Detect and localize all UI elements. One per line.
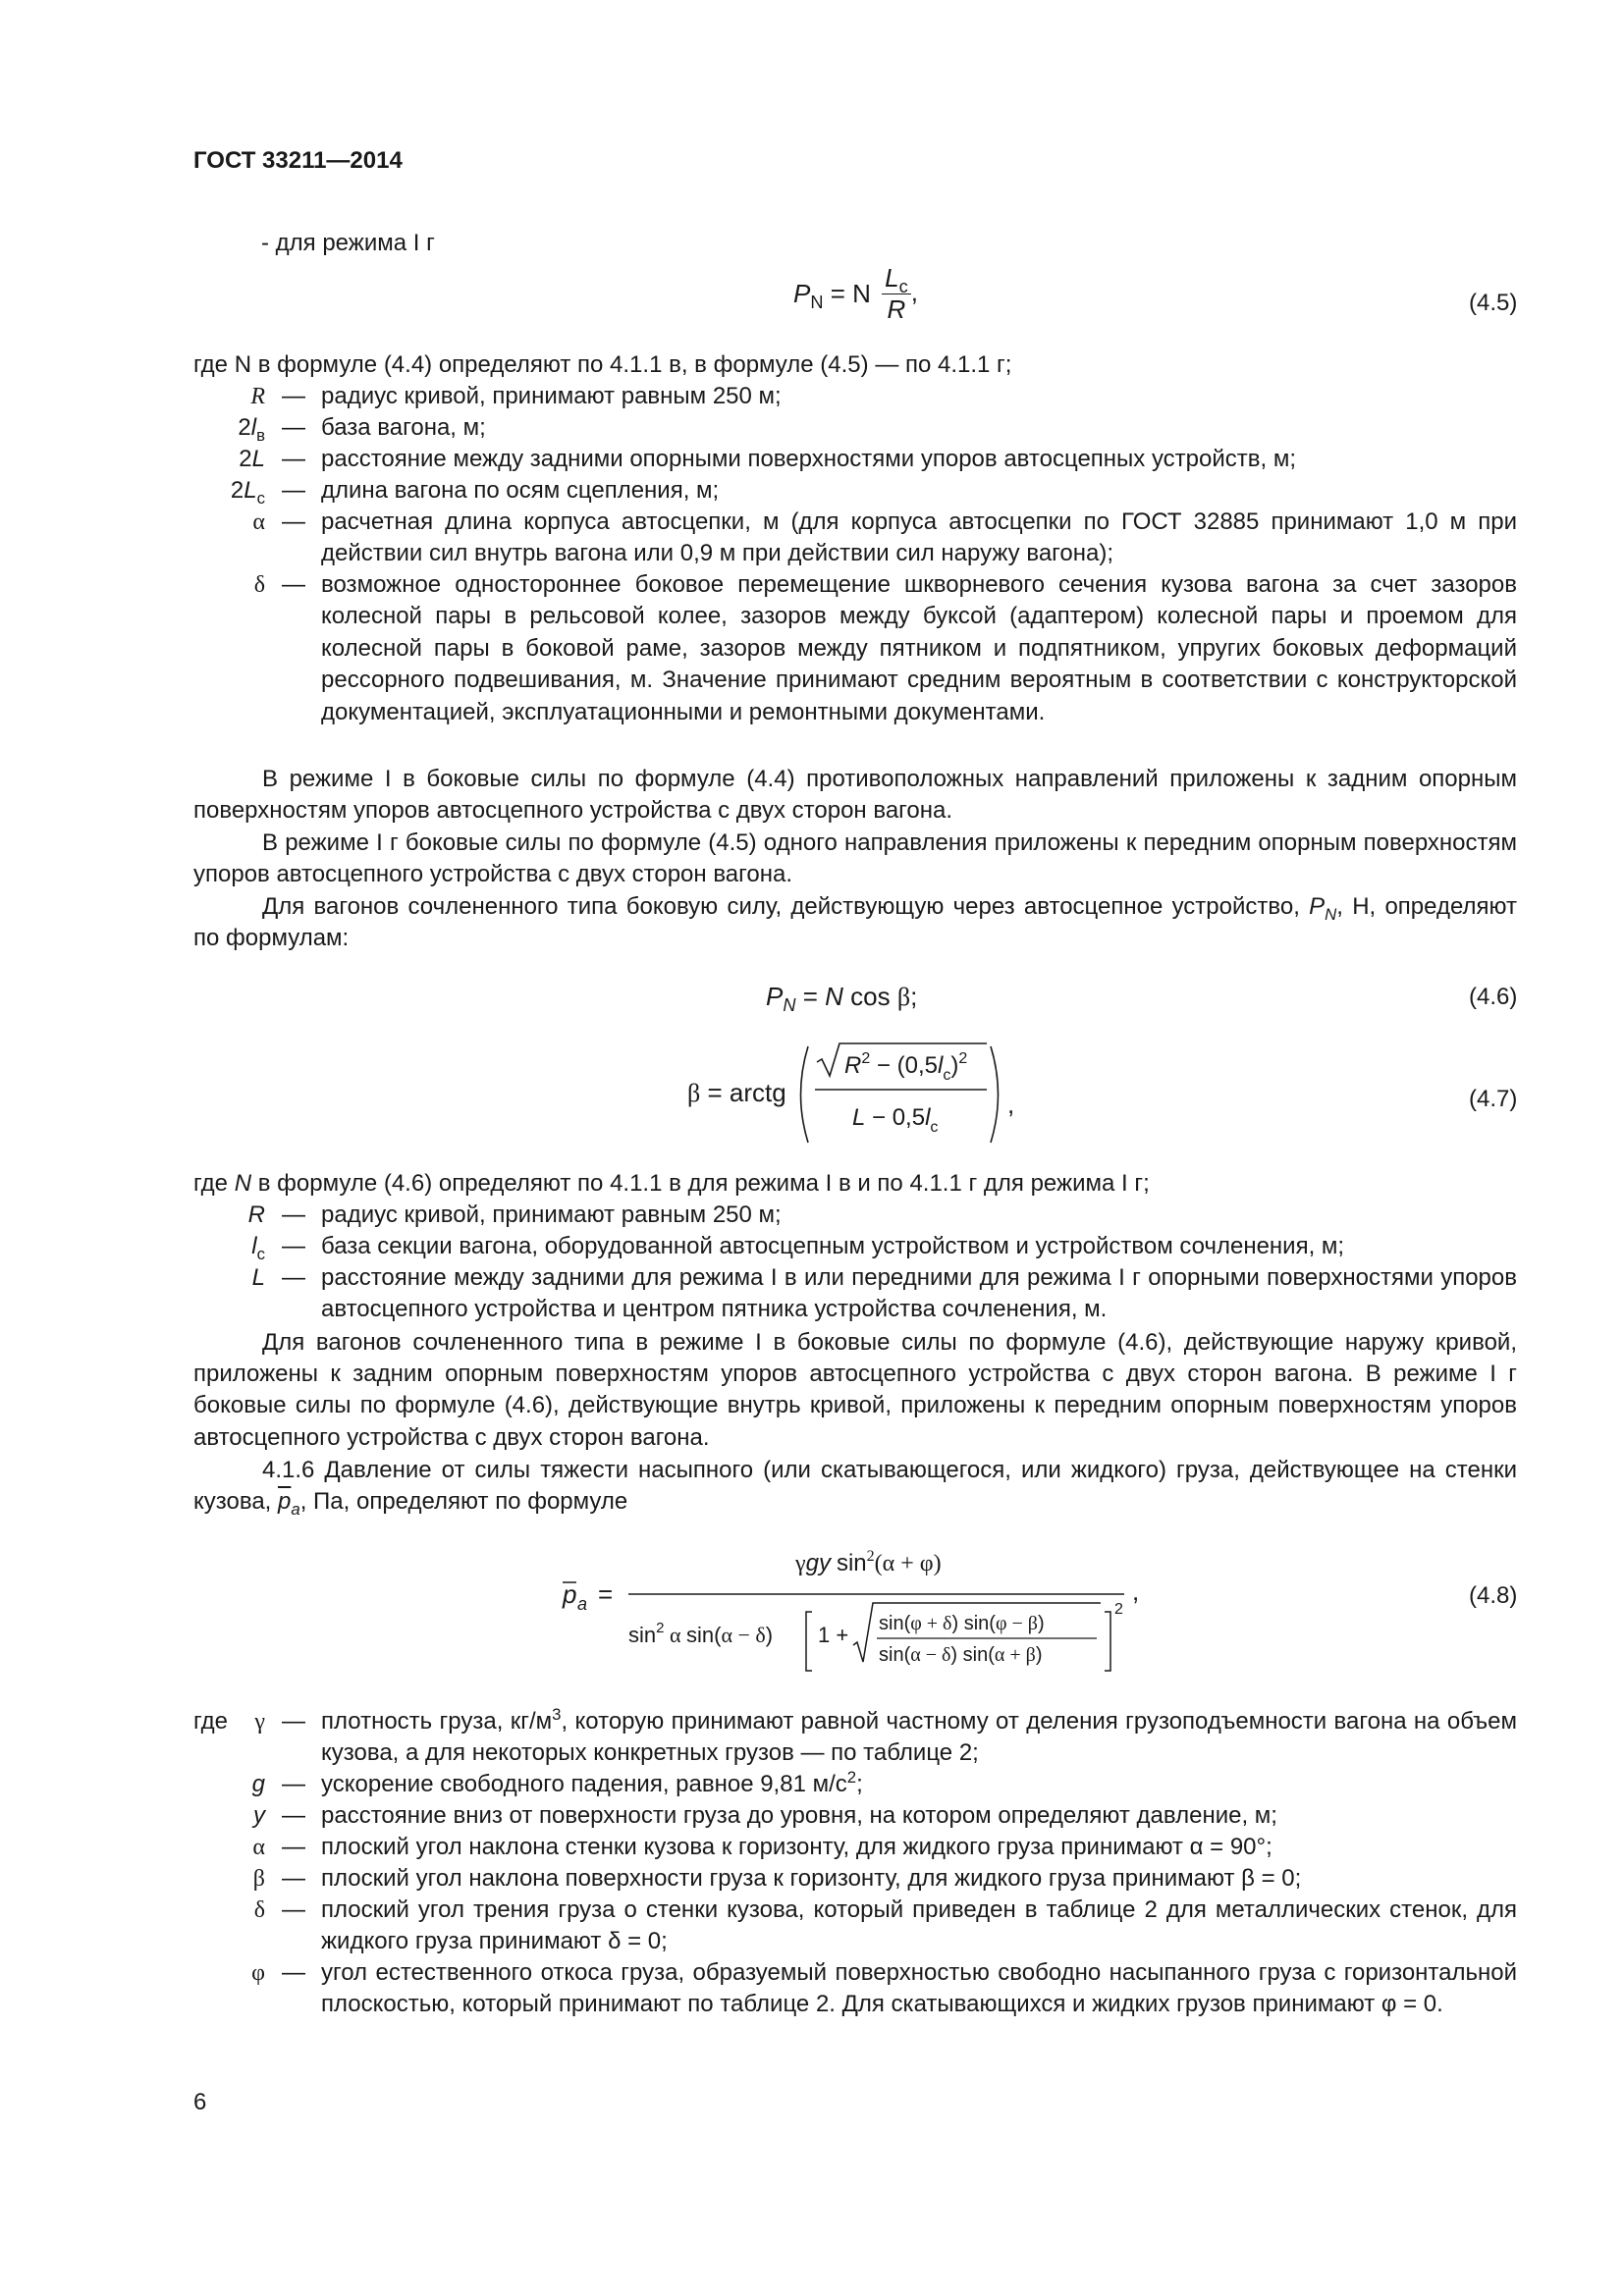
equation-number-4-6: (4.6) — [1469, 984, 1518, 1010]
where-lead-1: где N в формуле (4.4) определяют по 4.1.1 в, в формуле (4.5) — по 4.1.1 г; — [193, 351, 1012, 378]
svg-text:sin2 α sin(α − δ): $\sin^2 \alpha$ sin(α − δ) — [628, 1620, 774, 1647]
svg-text:R2 − (0,5lс)2: $R^2 - (0,5l_с)^2$ — [844, 1050, 968, 1084]
svg-text:γgy sin2(α + φ): γgy $\sin^2(\alpha + \varphi)$ — [795, 1548, 942, 1576]
svg-text:=: = — [598, 1579, 614, 1609]
document-header: ГОСТ 33211—2014 — [193, 147, 403, 174]
paragraph-4-1-6: 4.1.6 Давление от силы тяжести насыпного (или скатывающегося, или жидкого) груза, действующее на стенки кузова, $\overline{p}_a$, Па, определяют по формуле — [193, 1457, 1517, 1519]
where-lead-2: где N в формуле (4.6) определяют по 4.1.1 в для режима I в и по 4.1.1 г для режима I г; — [193, 1170, 1150, 1197]
equation-number-4-5: (4.5) — [1469, 290, 1518, 316]
svg-text:,: , — [1132, 1576, 1140, 1606]
svg-text:p: p — [563, 1579, 577, 1609]
equation-4-5: $P_N = N$ $\frac{L_c}{R}$ , — [793, 263, 918, 324]
paragraph-articulated-forces: Для вагонов сочлененного типа в режиме I в боковые силы по формуле (4.6), действующие наружу кривой, приложены к задним опорным поверхностям упоров автосцепного устройства с двух сторон вагона. В режиме I г боковые силы по формуле (4.6), действующие внутрь кривой, приложены к передним опорным поверхностям упоров автосцепного устройства с двух сторон вагона. — [193, 1329, 1517, 1451]
paragraph-mode-iv: В режиме I в боковые силы по формуле (4.4) противоположных направлений приложены к задним опорным поверхностям упоров автосцепного устройства с двух сторон вагона. — [193, 766, 1517, 825]
mode-intro: - для режима I г — [261, 230, 435, 256]
svg-text:sin(α − δ) sin(α + β): sin(α − δ) sin(α + β) — [879, 1644, 1043, 1666]
svg-text:sin(φ + δ) sin(φ − β): sin(φ + δ) sin(φ − β) — [879, 1613, 1045, 1634]
equation-4-6: $P_N = N$ cos β; — [766, 982, 918, 1016]
svg-text:2: 2 — [1114, 1601, 1123, 1618]
equation-number-4-8: (4.8) — [1469, 1582, 1518, 1609]
equation-4-8-graphic — [555, 1539, 1164, 1677]
page-number: 6 — [193, 2089, 207, 2115]
equation-4-7-graphic — [687, 1041, 1021, 1148]
svg-text:1 +: 1 + — [818, 1623, 849, 1647]
equation-number-4-7: (4.7) — [1469, 1086, 1518, 1112]
svg-text:L − 0,5lс: $L - 0,5l_с$ — [852, 1104, 939, 1136]
svg-text:a: a — [577, 1594, 588, 1614]
paragraph-mode-ig: В режиме I г боковые силы по формуле (4.5) одного направления приложены к передним опорным поверхностям упоров автосцепного устройства с двух сторон вагона. — [193, 829, 1517, 888]
paragraph-articulated: Для вагонов сочлененного типа боковую силу, действующую через автосцепное устройство, $P_N$, Н, определяют по формулам: — [193, 893, 1517, 952]
svg-text:,: , — [1007, 1090, 1015, 1119]
equation-4-8 — [555, 1539, 1164, 1682]
svg-text:β = arctg: β = arctg — [687, 1078, 786, 1107]
where-lead-3: где — [193, 1708, 229, 1735]
